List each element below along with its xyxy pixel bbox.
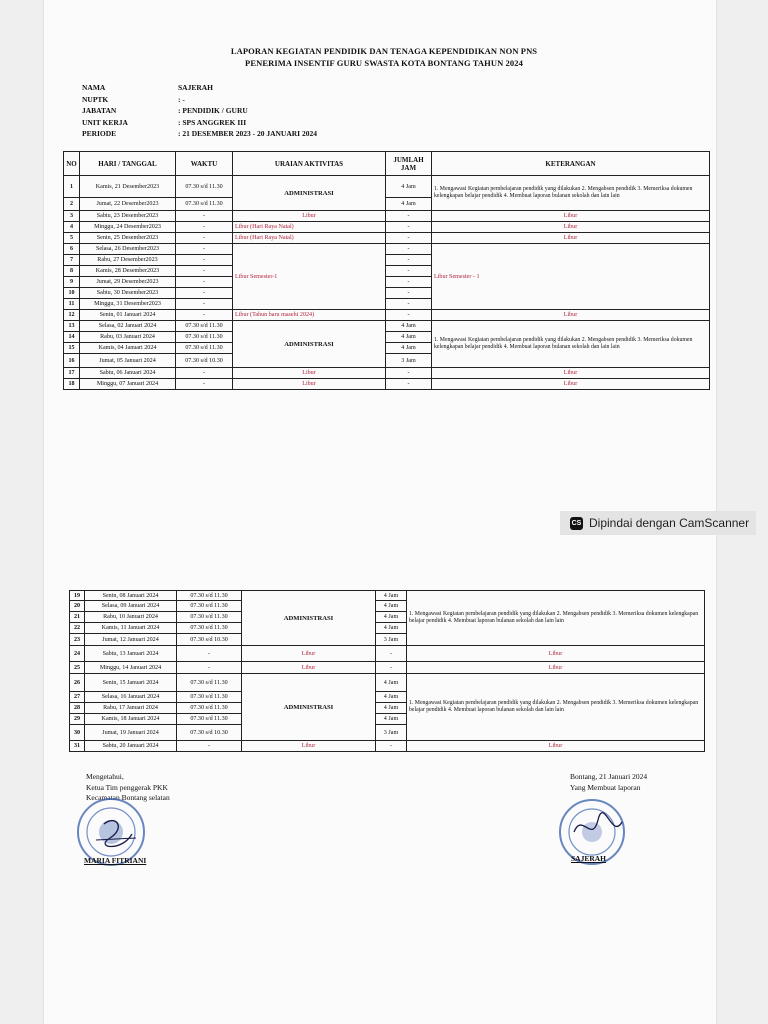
- sign-left-line2: Ketua Tim penggerak PKK: [86, 782, 168, 792]
- camscanner-logo-icon: CS: [570, 517, 583, 530]
- table-row: 8 Kamis, 28 Desember2023 - -: [64, 266, 710, 277]
- signer-left-name: MARIA FITRIANI: [84, 856, 147, 865]
- info-row-jabatan: JABATAN : PENDIDIK / GURU: [82, 106, 248, 116]
- table-row: 7 Rabu, 27 Desember2023 - -: [64, 255, 710, 266]
- col-keterangan: KETERANGAN: [432, 152, 710, 176]
- sign-left-line3: Kecamatan Bontang selatan: [86, 793, 170, 802]
- signer-right-name: SAJERAH: [571, 854, 607, 863]
- table-row: 20 Selasa, 09 Januari 2024 07.30 s/d 11.30 4 Jam: [70, 601, 705, 612]
- table-row: 11 Minggu, 31 Desember2023 - -: [64, 299, 710, 310]
- col-hari: HARI / TANGGAL: [80, 152, 176, 176]
- table-row: 17 Sabtu, 06 Januari 2024 - Libur - Libur: [64, 368, 710, 379]
- info-row-periode: PERIODE : 21 DESEMBER 2023 - 20 JANUARI 2024: [82, 129, 317, 139]
- table-row: 3 Sabtu, 23 Desember2023 - Libur - Libur: [64, 211, 710, 222]
- table-row: 15 Kamis, 04 Januari 2024 07.30 s/d 11.30 4 Jam: [64, 343, 710, 354]
- table-row: 13 Selasa, 02 Januari 2024 07.30 s/d 11.30 ADMINISTRASI 4 Jam 1. Mengawasi Kegiatan pembelajaran pendidik yang dilakukan 2. Mengabsen pendidik 3. Memeriksa dokumen kelengkapan belajar pendidik 4. Membuat laporan bulanan sekolah dan lain lain: [64, 321, 710, 332]
- table-row: 18 Minggu, 07 Januari 2024 - Libur - Libur: [64, 379, 710, 390]
- table-row: 30 Jumat, 19 Januari 2024 07.30 s/d 10.30 3 Jam: [70, 725, 705, 741]
- col-uraian: URAIAN AKTIVITAS: [233, 152, 386, 176]
- sign-left-line1: Mengetahui,: [86, 772, 124, 781]
- info-row-unit-kerja: UNIT KERJA : SPS ANGGREK III: [82, 117, 247, 127]
- info-row-nuptk: NUPTK : -: [82, 94, 185, 104]
- signature-block-right: [570, 772, 647, 793]
- col-jumlah-jam: JUMLAH JAM: [386, 152, 432, 176]
- activity-table-1: [63, 151, 710, 390]
- camscanner-watermark: [560, 511, 756, 535]
- identity-block: [82, 82, 317, 140]
- report-title-line2: PENERIMA INSENTIF GURU SWASTA KOTA BONTANG TAHUN 2024: [245, 58, 523, 68]
- table-header-row: [64, 152, 710, 176]
- table-row: 5 Senin, 25 Desember2023 - Libur (Hari Raya Natal) - Libur: [64, 233, 710, 244]
- table-row: 1 Kamis, 21 Desember2023 07.30 s/d 11.30 ADMINISTRASI 4 Jam 1. Mengawasi Kegiatan pembelajaran pendidik yang dilakukan 2. Mengabsen pendidik 3. Memeriksa dokumen kelengkapan belajar pendidik 4. Membuat laporan bulanan sekolah dan lain lain: [64, 176, 710, 198]
- table-row: 4 Minggu, 24 Desember2023 - Libur (Hari Raya Natal) - Libur: [64, 222, 710, 233]
- table-row: 22 Kamis, 11 Januari 2024 07.30 s/d 11.30 4 Jam: [70, 623, 705, 634]
- table-row: 29 Kamis, 18 Januari 2024 07.30 s/d 11.30 4 Jam: [70, 714, 705, 725]
- table-row: 12 Senin, 01 Januari 2024 - Libur (Tahun baru masehi 2024) - Libur: [64, 310, 710, 321]
- table-row: 9 Jumat, 29 Desember2023 - -: [64, 277, 710, 288]
- table-row: 24 Sabtu, 13 Januari 2024 - Libur - Libur: [70, 646, 705, 662]
- table-row: 23 Jumat, 12 Januari 2024 07.30 s/d 10.30 3 Jam: [70, 634, 705, 646]
- sign-right-line1: Bontang, 21 Januari 2024: [570, 772, 648, 781]
- table-row: 2 Jumat, 22 Desember2023 07.30 s/d 11.30 4 Jam: [64, 198, 710, 211]
- sign-right-line2: Yang Membuat laporan: [570, 782, 641, 792]
- camscanner-text: Dipindai dengan CamScanner: [589, 516, 750, 530]
- uraian-cell: ADMINISTRASI: [233, 176, 386, 211]
- table-row: 28 Rabu, 17 Januari 2024 07.30 s/d 11.30 4 Jam: [70, 703, 705, 714]
- col-no: NO: [64, 152, 80, 176]
- col-waktu: WAKTU: [176, 152, 233, 176]
- table-row: 26 Senin, 15 Januari 2024 07.30 s/d 11.30 ADMINISTRASI 4 Jam 1. Mengawasi Kegiatan pembelajaran pendidik yang dilakukan 2. Mengabsen pendidik 3. Memeriksa dokumen kelengkapan belajar pendidik 4. Membuat laporan bulanan sekolah dan lain lain: [70, 674, 705, 692]
- table-row: 21 Rabu, 10 Januari 2024 07.30 s/d 11.30 4 Jam: [70, 612, 705, 623]
- info-row-nama: NAMA SAJERAH: [82, 83, 214, 92]
- table-row: 27 Selasa, 16 Januari 2024 07.30 s/d 11.30 4 Jam: [70, 692, 705, 703]
- table-row: 31 Sabtu, 20 Januari 2024 - Libur - Libur: [70, 741, 705, 752]
- table-row: 19 Senin, 08 Januari 2024 07.30 s/d 11.30 ADMINISTRASI 4 Jam 1. Mengawasi Kegiatan pembelajaran pendidik yang dilakukan 2. Mengabsen pendidik 3. Memeriksa dokumen kelengkapan belajar pendidik 4. Membuat laporan bulanan sekolah dan lain lain: [70, 591, 705, 601]
- table-row: 25 Minggu, 14 Januari 2024 - Libur - Libur: [70, 662, 705, 674]
- table-row: 16 Jumat, 05 Januari 2024 07.30 s/d 10.30 3 Jam: [64, 354, 710, 368]
- table-row: 14 Rabu, 03 Januari 2024 07.30 s/d 11.30 4 Jam: [64, 332, 710, 343]
- table-row: 6 Selasa, 26 Desember2023 - Libur Semester-1 - Libur Semester - 1: [64, 244, 710, 255]
- activity-table-2: [69, 590, 705, 752]
- report-title-line1: LAPORAN KEGIATAN PENDIDIK DAN TENAGA KEPENDIDIKAN NON PNS: [230, 46, 538, 56]
- keterangan-cell: 1. Mengawasi Kegiatan pembelajaran pendidik yang dilakukan 2. Mengabsen pendidik 3. Memeriksa dokumen kelengkapan belajar pendidik 4. Membuat laporan bulanan sekolah dan lain lain: [432, 176, 710, 211]
- table-row: 10 Sabtu, 30 Desember2023 - -: [64, 288, 710, 299]
